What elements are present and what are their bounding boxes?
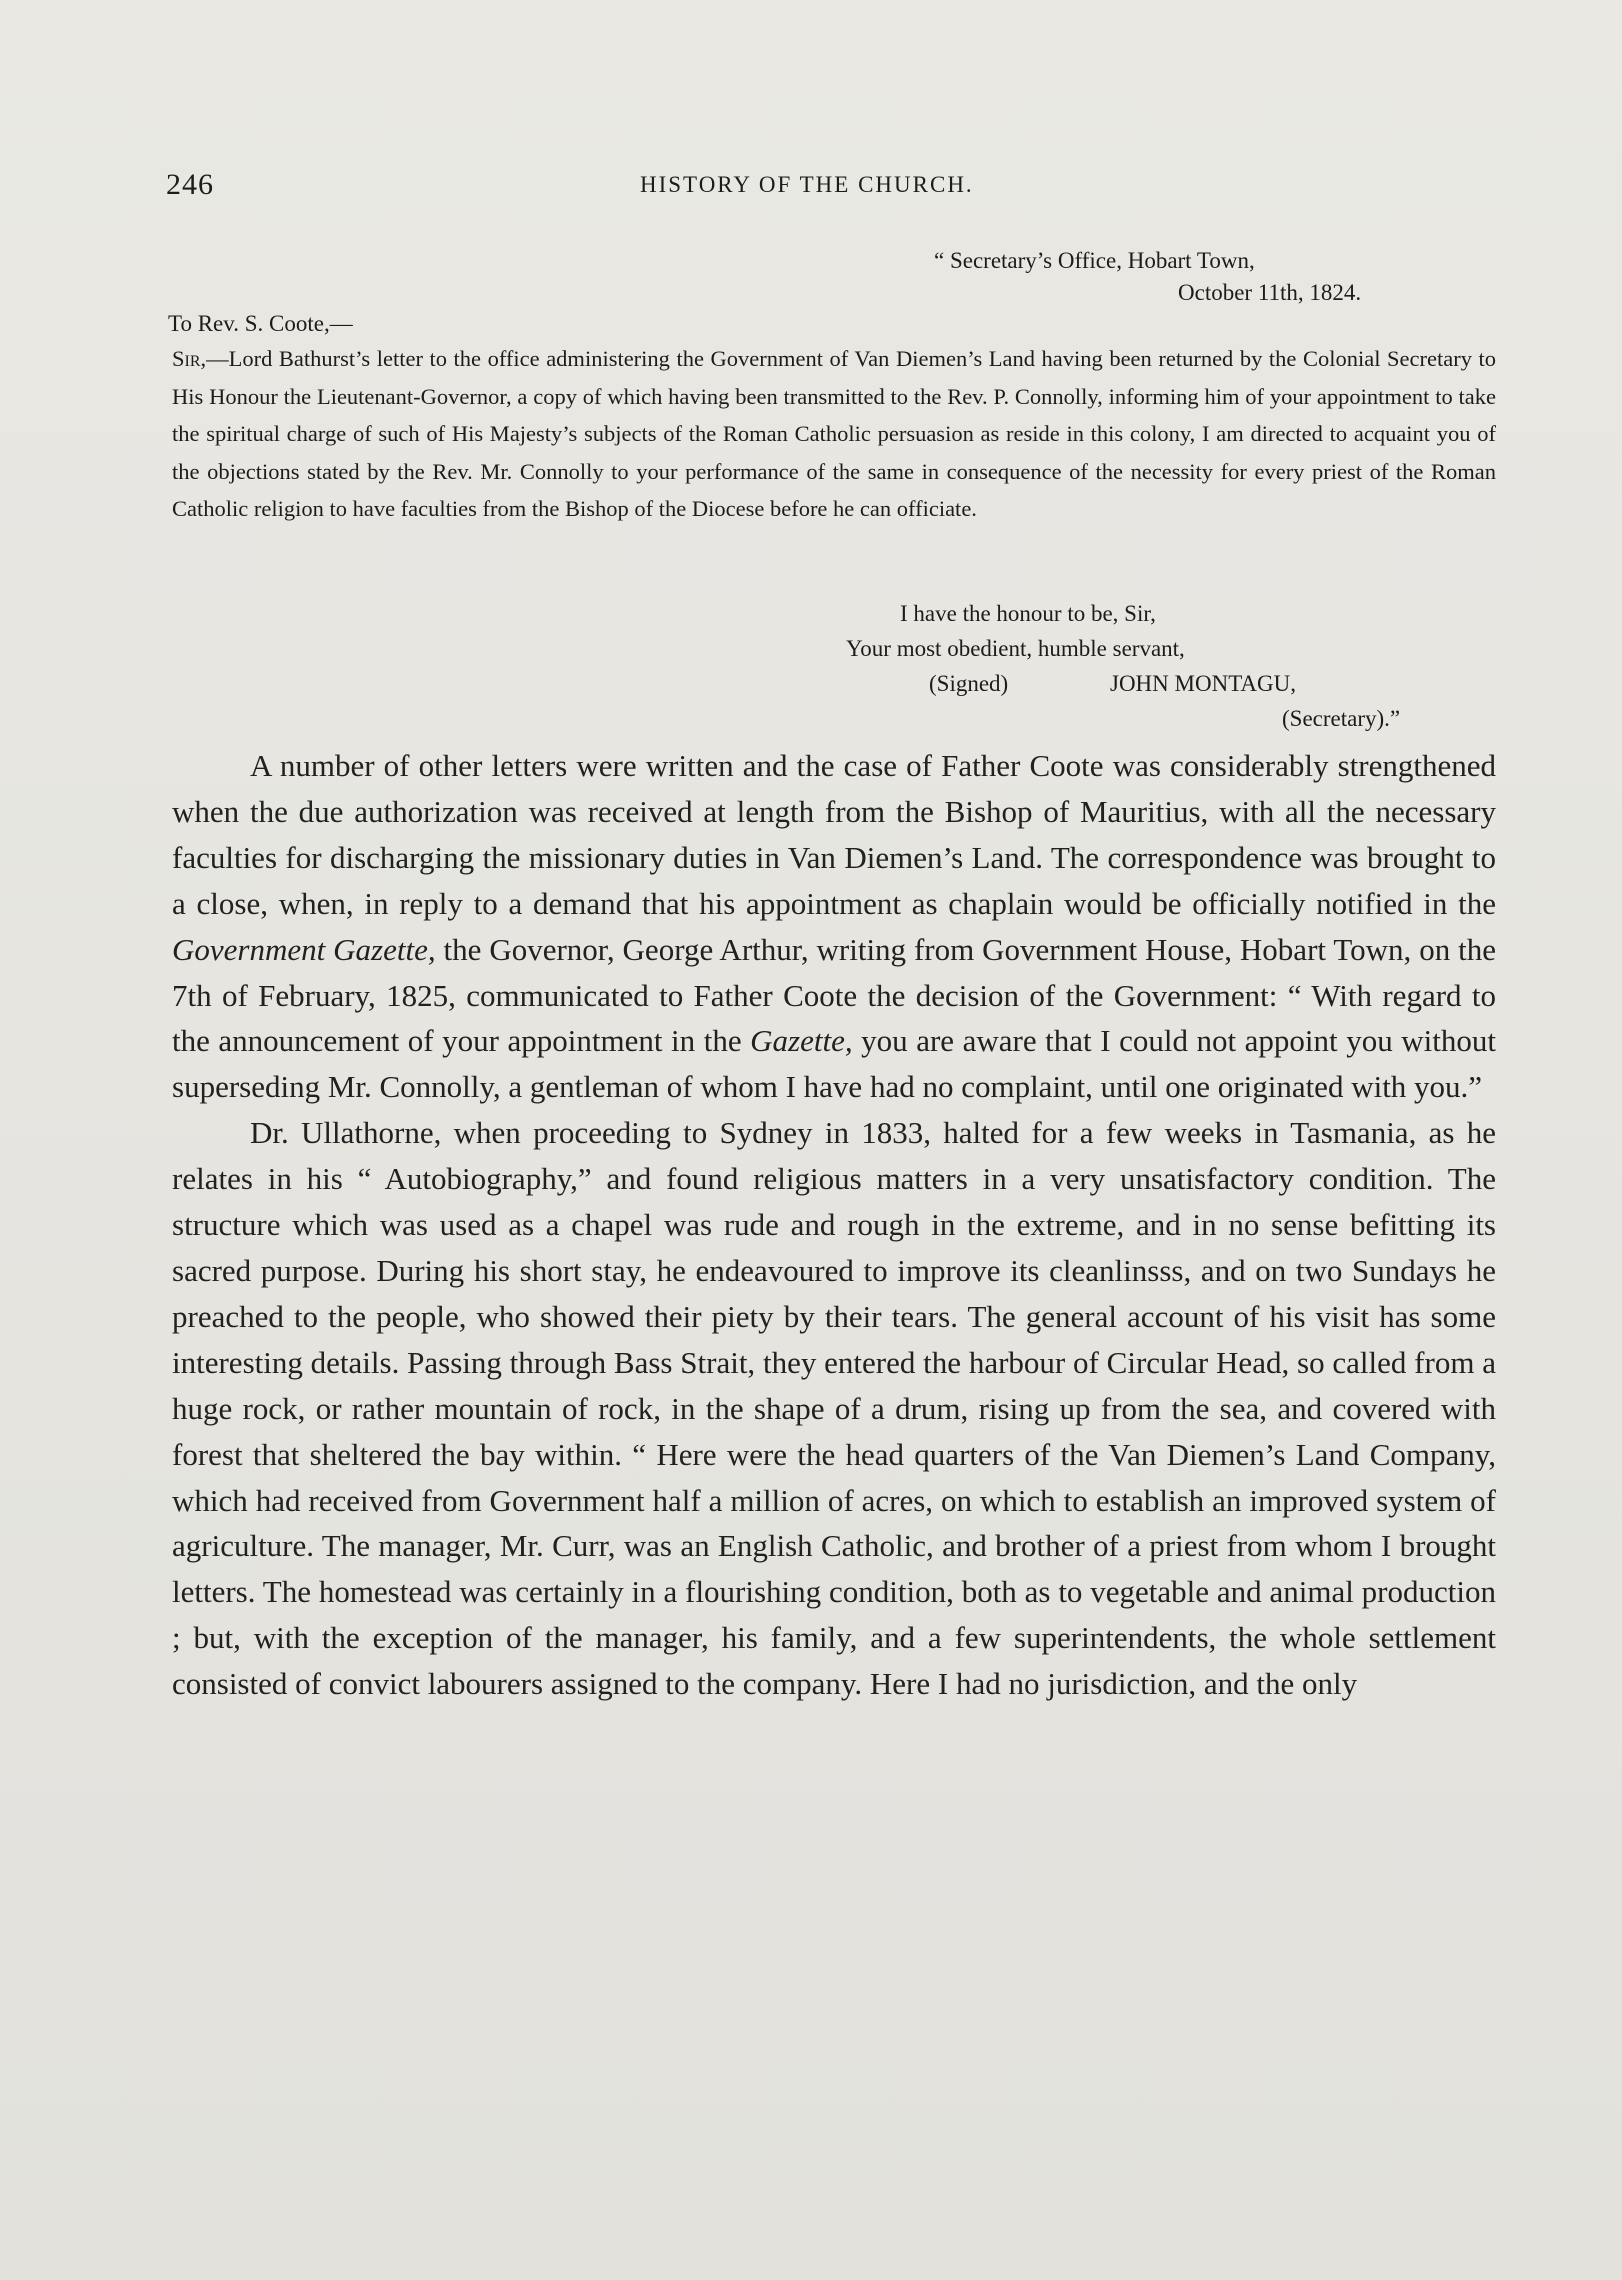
paragraph-text: you are aware that I could not appoint you without superseding Mr. Connolly, a gentleman of whom I have had no complaint, until one originated with you.” (172, 1023, 1496, 1105)
letter-origin: “ Secretary’s Office, Hobart Town, (934, 248, 1255, 273)
letter-closing-line-1: I have the honour to be, Sir, (900, 601, 1156, 626)
running-title: HISTORY OF THE CHURCH. (640, 172, 974, 197)
letter-date: October 11th, 1824. (1178, 280, 1362, 305)
page-header (166, 168, 1456, 208)
letter-text: —Lord Bathurst’s letter to the office administering the Government of Van Diemen’s Land having been returned by the Colonial Secretary to His Honour the Lieutenant-Governor, a copy of which having been transmitted to the Rev. P. Connolly, informing him of your appointment to take the spiritual charge of such of His Majesty’s subjects of the Roman Catholic persuasion as reside in this colony, I am directed to acquaint you of the objections stated by the Rev. Mr. Connolly to your performance of the same in consequence of the necessity for every priest of the Roman Catholic religion to have faculties from the Bishop of the Diocese before he can officiate. (172, 346, 1496, 521)
italic-title: Gazette, (750, 1023, 853, 1059)
main-text (172, 743, 1496, 1707)
paragraph-text: the Governor, George Arthur, writing from Government House, Hobart Town, on the 7th of February, 1825, communicated to Father Coote the decision of the Government: “ With regard to the announcement of your appointment in the (172, 931, 1496, 1059)
paragraph-text: A number of other letters were written and the case of Father Coote was considerably strengthened when the due authorization was received at length from the Bishop of Mauritius, with all the necessary faculties for discharging the missionary duties in Van Diemen’s Land. The correspondence was brought to a close, when, in reply to a demand that his appointment as chaplain would be officially notified in the (172, 748, 1496, 921)
letter-closing-line-2: Your most obedient, humble servant, (846, 636, 1185, 661)
paragraph-text: Dr. Ullathorne, when proceeding to Sydney in 1833, halted for a few weeks in Tasmania, as he relates in his “ Autobiography,” and found religious matters in a very unsatisfactory condition. The structure which was used as a chapel was rude and rough in the extreme, and in no sense befitting its sacred purpose. During his short stay, he endeavoured to improve its cleanlinsss, and on two Sundays he preached to the people, who showed their piety by their tears. The general account of his visit has some interesting details. Passing through Bass Strait, they entered the harbour of Circular Head, so called from a huge rock, or rather mountain of rock, in the shape of a drum, rising up from the sea, and covered with forest that sheltered the bay within. “ Here were the head quarters of the Van Diemen’s Land Company, which had received from Government half a million of acres, on which to establish an improved system of agriculture. The manager, Mr. Curr, was an English Catholic, and brother of a priest from whom I brought letters. The homestead was certainly in a flourishing condition, both as to vegetable and animal production ; but, with the exception of the manager, his family, and a few superintendents, the whole settlement consisted of convict labourers assigned to the company. Here I had no jurisdiction, and the only (172, 1115, 1496, 1702)
paragraph (172, 1110, 1496, 1707)
letter-body (172, 340, 1496, 528)
letter-addressee: To Rev. S. Coote,— (168, 311, 353, 336)
paragraph (172, 743, 1496, 1110)
letter-salutation: Sir, (172, 346, 207, 371)
signatory-name: JOHN MONTAGU, (1110, 671, 1296, 696)
signatory-title: (Secretary).” (1282, 706, 1401, 731)
signed-label: (Signed) (929, 671, 1009, 696)
italic-title: Government Gazette, (172, 931, 436, 967)
page-number: 246 (166, 168, 214, 201)
